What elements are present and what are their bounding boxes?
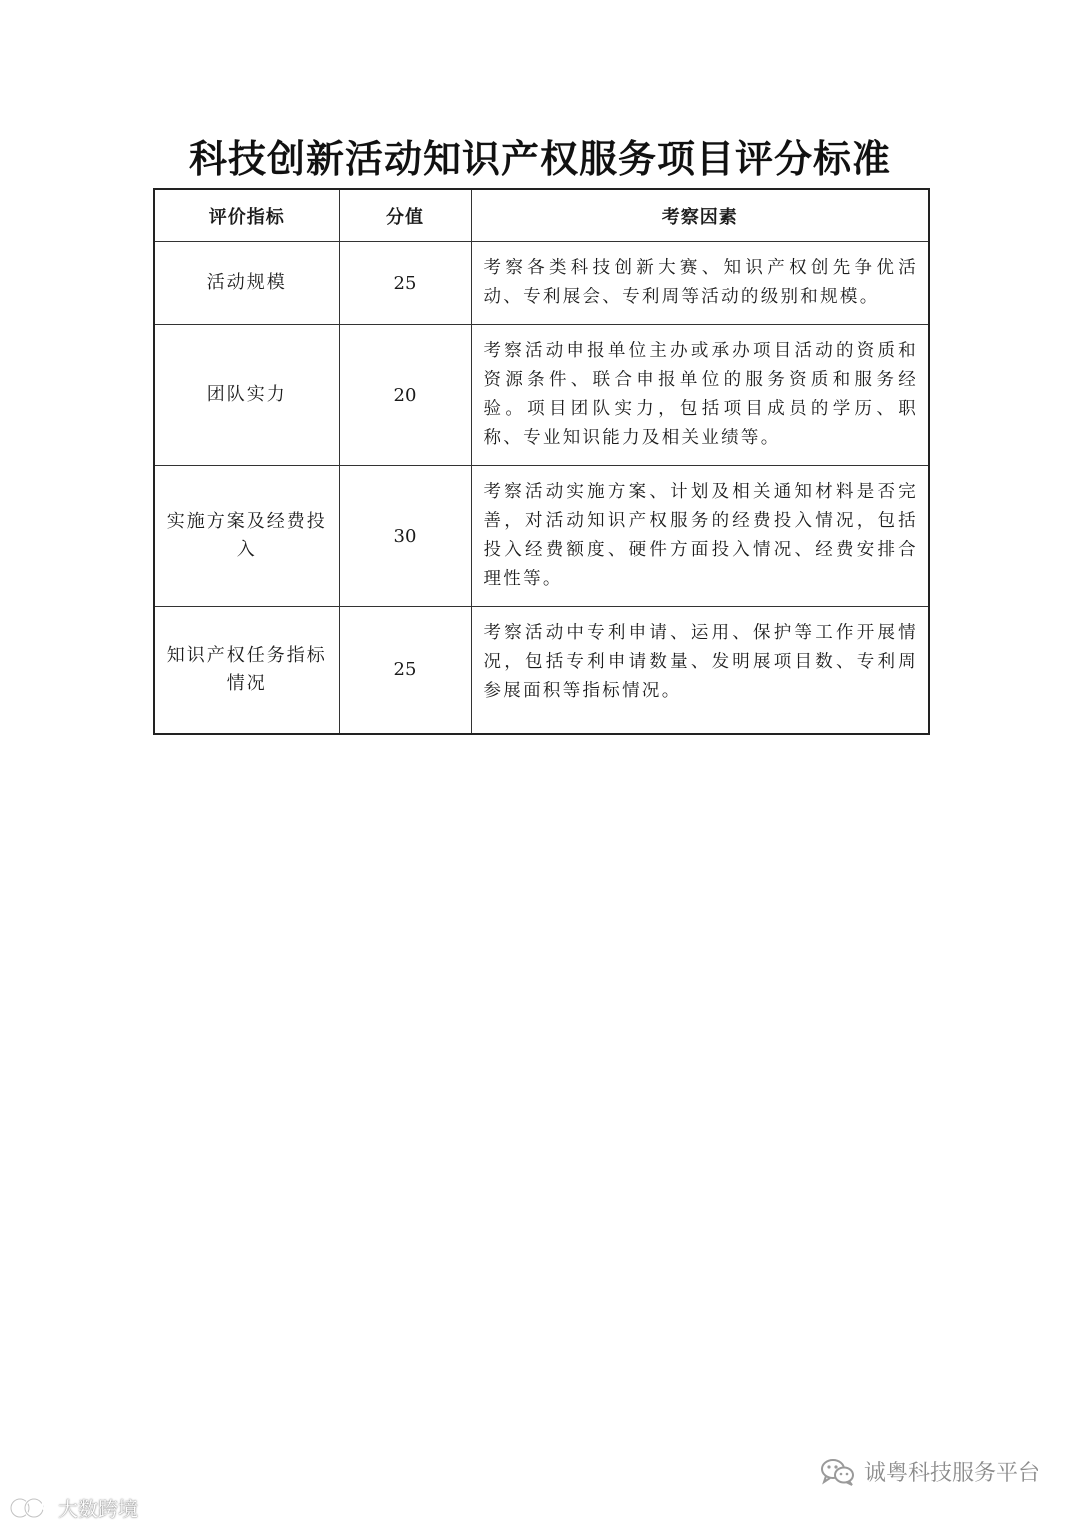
indicator-cell: 实施方案及经费投入 [154, 466, 339, 607]
table-row [154, 466, 929, 607]
factors-cell: 考察活动中专利申请、运用、保护等工作开展情况，包括专利申请数量、发明展项目数、专利周参展面积等指标情况。 [471, 607, 929, 734]
factors-cell: 考察各类科技创新大赛、知识产权创先争优活动、专利展会、专利周等活动的级别和规模。 [471, 242, 929, 325]
score-cell: 20 [339, 325, 471, 466]
document-title: 科技创新活动知识产权服务项目评分标准 [188, 137, 891, 181]
header-score: 分值 [339, 189, 471, 242]
wechat-account-watermark [820, 1456, 1040, 1487]
header-factors: 考察因素 [471, 189, 929, 242]
table-row [154, 242, 929, 325]
indicator-cell: 团队实力 [154, 325, 339, 466]
indicator-cell: 知识产权任务指标情况 [154, 607, 339, 734]
indicator-cell: 活动规模 [154, 242, 339, 325]
site-watermark [8, 1493, 138, 1522]
table-row [154, 325, 929, 466]
factors-cell: 考察活动实施方案、计划及相关通知材料是否完善，对活动知识产权服务的经费投入情况，包括投入经费额度、硬件方面投入情况、经费安排合理性等。 [471, 466, 929, 607]
scoring-criteria-table [153, 188, 930, 735]
table-header-row [154, 189, 929, 242]
table-row [154, 607, 929, 734]
score-cell: 25 [339, 242, 471, 325]
header-indicator: 评价指标 [154, 189, 339, 242]
link-logo-icon [8, 1495, 52, 1521]
factors-cell: 考察活动申报单位主办或承办项目活动的资质和资源条件、联合申报单位的服务资质和服务经验。项目团队实力，包括项目成员的学历、职称、专业知识能力及相关业绩等。 [471, 325, 929, 466]
wechat-icon [820, 1457, 856, 1487]
score-cell: 30 [339, 466, 471, 607]
site-watermark-text: 大数跨境 [58, 1497, 138, 1521]
score-cell: 25 [339, 607, 471, 734]
wechat-account-name: 诚粤科技服务平台 [863, 1461, 1040, 1486]
